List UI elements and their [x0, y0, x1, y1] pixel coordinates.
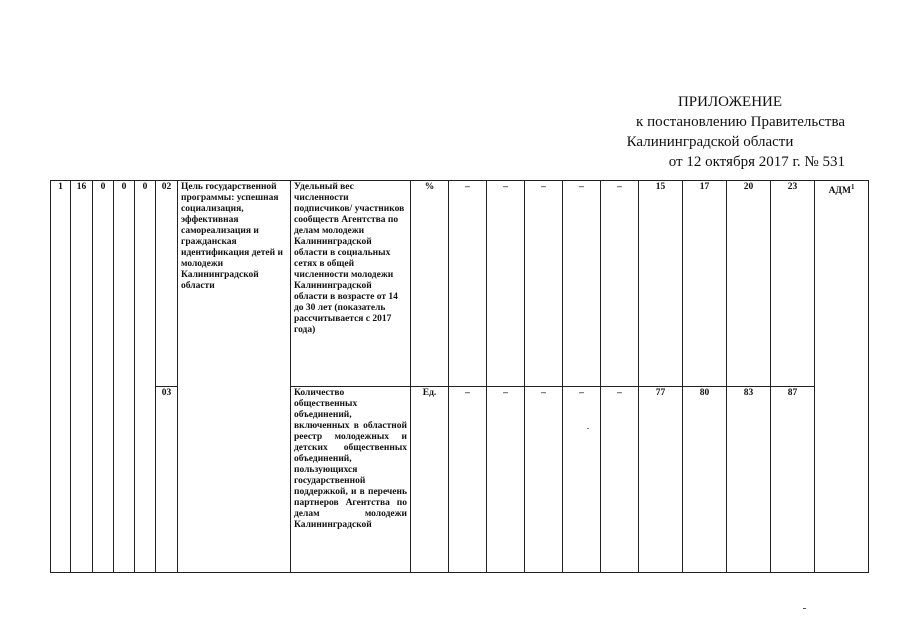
value-cell: 20 — [727, 181, 771, 387]
appendix-line-3: от 12 октября 2017 г. № 531 — [668, 154, 845, 170]
value-cell: 17 — [683, 181, 727, 387]
appendix-line-1: к постановлению Правительства — [636, 114, 845, 130]
code-cell: 0 — [93, 181, 114, 573]
indicator-cell: Удельный вес численности подписчиков/ участников сообществ Агентства по делам молодежи Калининградской области в социальных сетях в общей численности молодежи Калининградской области в возрасте от 14 до 30 лет (показатель рассчитывается с 2017 года) — [291, 181, 411, 387]
owner-label: АДМ — [828, 186, 851, 197]
unit-cell: Ед. — [411, 387, 449, 573]
value-cell: – — [563, 181, 601, 387]
code-cell: 0 — [135, 181, 156, 573]
scan-speck — [587, 428, 589, 429]
row-number-cell: 03 — [156, 387, 178, 573]
value-cell: – — [449, 181, 487, 387]
value-cell: 23 — [771, 181, 815, 387]
value-cell: 80 — [683, 387, 727, 573]
owner-footnote-mark: 1 — [850, 183, 855, 191]
owner-cell — [815, 181, 869, 573]
value-cell: 87 — [771, 387, 815, 573]
value-cell: 15 — [639, 181, 683, 387]
goal-cell: Цель государственной программы: успешная социализация, эффективная самореализация и гражданская идентификация детей и молодежи Калининградской области — [178, 181, 291, 573]
value-cell: – — [601, 181, 639, 387]
appendix-title: ПРИЛОЖЕНИЕ — [677, 94, 783, 110]
indicators-table — [50, 180, 869, 573]
appendix-line-2: Калининградской области — [626, 134, 794, 150]
value-cell: – — [487, 387, 525, 573]
table-row — [51, 181, 869, 387]
code-cell: 0 — [114, 181, 135, 573]
value-cell: 83 — [727, 387, 771, 573]
value-cell: – — [487, 181, 525, 387]
document-header — [545, 92, 845, 172]
value-cell: – — [525, 387, 563, 573]
code-cell: 16 — [71, 181, 93, 573]
value-cell: – — [563, 387, 601, 573]
scan-speck — [803, 608, 806, 609]
value-cell: – — [449, 387, 487, 573]
unit-cell: % — [411, 181, 449, 387]
row-number-cell: 02 — [156, 181, 178, 387]
indicator-cell: Количество общественных объединений, включенных в областной реестр молодежных и детских общественных объединений, пользующихся государственной поддержкой, и в перечень партнеров Агентства по делам молодежи Калининградской — [291, 387, 411, 573]
table-row — [51, 387, 869, 573]
value-cell: – — [601, 387, 639, 573]
value-cell: 77 — [639, 387, 683, 573]
value-cell: – — [525, 181, 563, 387]
code-cell: 1 — [51, 181, 71, 573]
